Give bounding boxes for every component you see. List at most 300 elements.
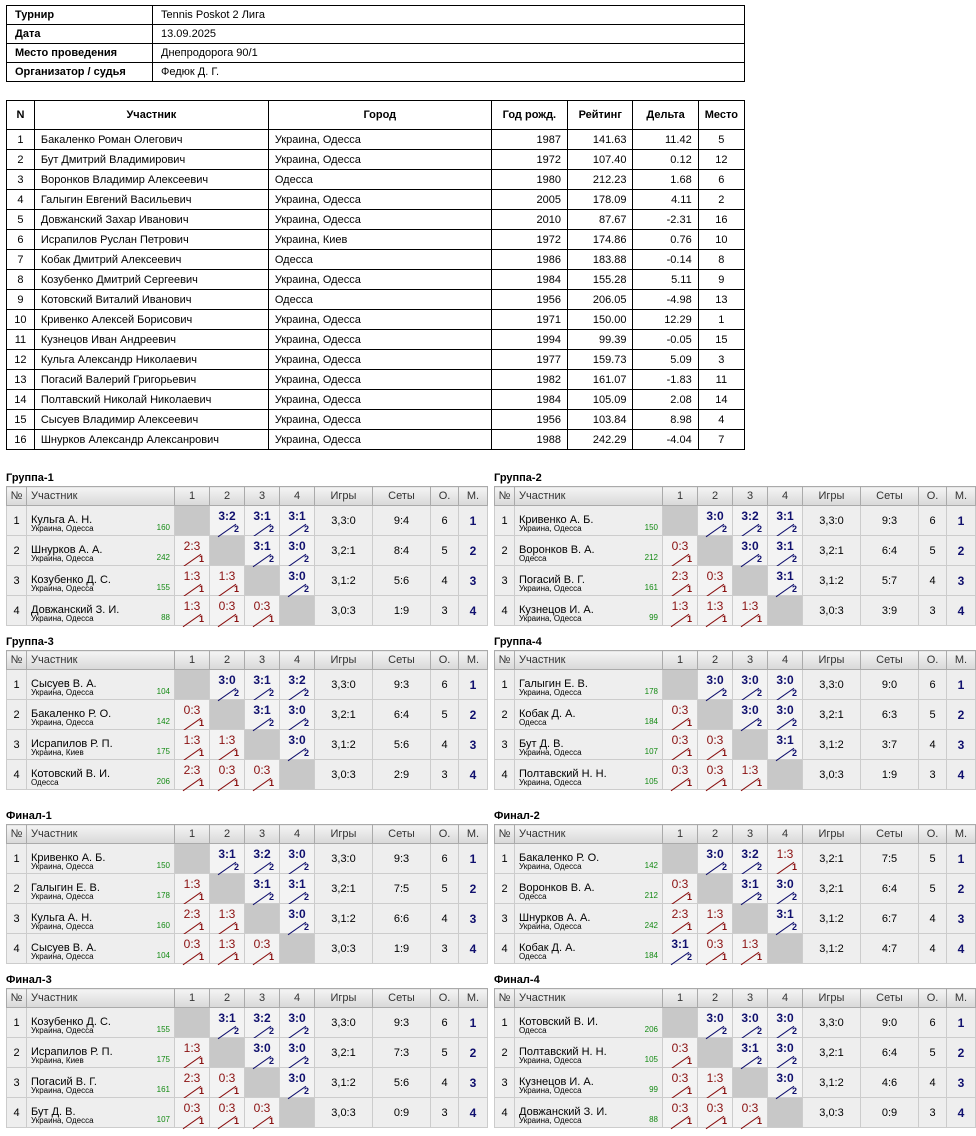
participant-cell: 0.76 [633,230,698,250]
match-result-cell [733,760,768,790]
group-points: 5 [919,700,947,730]
group-col-header: Сеты [373,989,431,1008]
group-player-cell [515,730,663,760]
player-name: Сысуев В. А. [31,941,97,954]
group-points: 5 [919,1038,947,1068]
participant-cell: Полтавский Николай Николаевич [34,390,268,410]
group-points: 6 [431,844,459,874]
group-points: 5 [919,536,947,566]
group-row-number: 2 [495,874,515,904]
match-points: 2 [303,524,309,534]
group-col-header: Участник [27,487,175,506]
match-score: 1:3 [741,937,759,951]
match-score: 1:3 [741,763,759,777]
match-result-cell [175,1038,210,1068]
participant-cell: 2005 [491,190,567,210]
group-place: 1 [947,506,976,536]
match-points: 2 [233,688,239,698]
match-result-cell [663,700,698,730]
match-score: 1:3 [183,877,201,891]
match-points: 1 [198,718,204,728]
info-value: 13.09.2025 [153,25,745,44]
match-result-cell [210,566,245,596]
match-result-cell [280,730,315,760]
match-score: 3:1 [253,703,271,717]
group-row [495,596,976,626]
group-player-cell [27,536,175,566]
match-score: 2:3 [183,539,201,553]
participant-cell: Кривенко Алексей Борисович [34,310,268,330]
group-place: 2 [459,874,488,904]
diagonal-cell [698,700,733,730]
match-points: 1 [721,1086,727,1096]
info-value: Федюк Д. Г. [153,63,745,82]
participant-cell: 10 [7,310,35,330]
group-row [7,844,488,874]
group-row [7,760,488,790]
match-result-cell [280,844,315,874]
group-row-number: 3 [495,566,515,596]
group-col-header: № [7,989,27,1008]
match-points: 2 [756,1056,762,1066]
match-result-cell [210,670,245,700]
participant-cell: -0.05 [633,330,698,350]
match-result-cell [698,934,733,964]
player-name: Кобак Д. А. [519,941,576,954]
group-place: 1 [947,1008,976,1038]
match-result-cell [698,1068,733,1098]
player-city: Украина, Одесса [519,922,582,931]
match-result-cell [768,566,803,596]
diagonal-cell [768,596,803,626]
group-place: 3 [947,730,976,760]
match-result-cell [663,1038,698,1068]
group-row-number: 1 [7,1008,27,1038]
player-rating: 107 [156,1115,170,1124]
group-player-cell [515,1038,663,1068]
match-result-cell [210,596,245,626]
participant-cell: Котовский Виталий Иванович [34,290,268,310]
participant-cell: Воронков Владимир Алексеевич [34,170,268,190]
group-row [7,670,488,700]
group-row [495,760,976,790]
diagonal-cell [175,844,210,874]
match-result-cell [768,670,803,700]
group-row-number: 4 [7,934,27,964]
group-header-row [7,487,488,506]
match-points: 2 [791,584,797,594]
group-player-cell [27,596,175,626]
match-score: 0:3 [671,733,689,747]
group-table [494,988,976,1128]
group-col-header: 4 [280,825,315,844]
participant-cell: Сысуев Владимир Алексеевич [34,410,268,430]
group-col-header: 1 [175,651,210,670]
group-header-row [7,989,488,1008]
participant-row [7,250,745,270]
group-col-header: Сеты [861,651,919,670]
match-points: 2 [268,1056,274,1066]
group-col-header: № [495,989,515,1008]
match-points: 1 [268,778,274,788]
participant-cell: 206.05 [568,290,633,310]
group-col-header: Сеты [373,651,431,670]
match-points: 2 [303,688,309,698]
group-col-header: 2 [210,651,245,670]
group-row [495,874,976,904]
group-sets: 9:0 [861,670,919,700]
player-rating: 105 [644,1055,658,1064]
match-result-cell [175,904,210,934]
match-points: 1 [198,1086,204,1096]
group-col-header: 2 [210,825,245,844]
match-points: 2 [791,922,797,932]
participant-cell: 1972 [491,230,567,250]
match-points: 1 [686,892,692,902]
group-col-header: № [495,825,515,844]
match-points: 1 [233,584,239,594]
player-city: Украина, Одесса [31,1086,94,1095]
group-games: 3,2:1 [803,700,861,730]
group-games: 3,1:2 [803,1068,861,1098]
group-place: 3 [459,566,488,596]
match-points: 2 [303,922,309,932]
participants-col-header: Место [698,101,744,130]
participant-cell: Погасий Валерий Григорьевич [34,370,268,390]
match-score: 1:3 [218,733,236,747]
diagonal-cell [698,874,733,904]
group-sets: 4:7 [861,934,919,964]
group-row [7,536,488,566]
match-points: 2 [303,892,309,902]
player-city: Украина, Одесса [31,952,94,961]
group-place: 4 [947,1098,976,1128]
group-col-header: Игры [803,487,861,506]
group-col-header: Игры [315,651,373,670]
player-rating: 178 [156,891,170,900]
group-row-number: 3 [495,1068,515,1098]
participant-cell: Галыгин Евгений Васильевич [34,190,268,210]
group-row-number: 2 [495,700,515,730]
group-row-number: 1 [495,844,515,874]
participant-cell: 2010 [491,210,567,230]
participants-header [7,101,745,130]
match-score: 0:3 [253,763,271,777]
participant-cell: Кобак Дмитрий Алексеевич [34,250,268,270]
participant-cell: Довжанский Захар Иванович [34,210,268,230]
group-points: 6 [919,1008,947,1038]
info-key: Дата [7,25,153,44]
player-name: Воронков В. А. [519,881,595,894]
match-result-cell [733,1008,768,1038]
match-points: 1 [686,922,692,932]
group-games: 3,0:3 [803,760,861,790]
match-score: 3:2 [741,509,759,523]
match-result-cell [698,506,733,536]
match-score: 3:0 [741,1011,759,1025]
match-points: 1 [686,584,692,594]
match-result-cell [733,700,768,730]
participant-cell: Украина, Одесса [268,190,491,210]
participant-cell: 4 [698,410,744,430]
group-col-header: Сеты [861,989,919,1008]
match-result-cell [663,874,698,904]
participant-row [7,170,745,190]
group-col-header: Участник [515,989,663,1008]
match-points: 1 [198,892,204,902]
group-points: 5 [431,700,459,730]
group-player-cell [515,670,663,700]
group-col-header: 3 [733,825,768,844]
group-table [494,650,976,790]
match-score: 3:0 [288,1071,306,1085]
info-row [7,63,745,82]
group-sets: 2:9 [373,760,431,790]
match-points: 1 [721,922,727,932]
diagonal-cell [210,874,245,904]
match-score: 1:3 [218,907,236,921]
participants-col-header: Город [268,101,491,130]
group-points: 3 [919,596,947,626]
group-games: 3,2:1 [803,874,861,904]
match-score: 0:3 [218,599,236,613]
match-points: 2 [686,952,692,962]
match-score: 1:3 [741,599,759,613]
group-sets: 9:3 [373,670,431,700]
group-table [494,486,976,626]
match-score: 1:3 [706,599,724,613]
player-rating: 160 [156,523,170,532]
player-name: Погасий В. Г. [519,573,585,586]
match-points: 2 [791,718,797,728]
group-col-header: Сеты [861,487,919,506]
match-points: 1 [686,718,692,728]
group-row-number: 1 [495,670,515,700]
match-result-cell [245,874,280,904]
group-sets: 9:3 [861,506,919,536]
group-title: Финал-1 [6,810,52,822]
participant-cell: 4 [7,190,35,210]
match-result-cell [210,1068,245,1098]
match-points: 1 [686,614,692,624]
group-place: 2 [459,1038,488,1068]
participant-cell: 107.40 [568,150,633,170]
participant-cell: 1986 [491,250,567,270]
match-points: 1 [233,614,239,624]
player-city: Украина, Одесса [31,718,94,727]
match-result-cell [175,760,210,790]
group-row-number: 2 [7,1038,27,1068]
group-games: 3,2:1 [315,1038,373,1068]
match-result-cell [768,844,803,874]
group-games: 3,2:1 [315,700,373,730]
participant-cell: 5 [7,210,35,230]
match-score: 0:3 [706,569,724,583]
diagonal-cell [175,1008,210,1038]
player-rating: 184 [644,951,658,960]
participant-cell: 11 [698,370,744,390]
group-games: 3,3:0 [315,506,373,536]
participant-cell: 103.84 [568,410,633,430]
match-result-cell [210,760,245,790]
participant-cell: 2 [7,150,35,170]
diagonal-cell [733,904,768,934]
player-city: Украина, Одесса [519,688,582,697]
info-key: Место проведения [7,44,153,63]
player-rating: 206 [644,1025,658,1034]
player-rating: 206 [156,777,170,786]
match-points: 2 [268,892,274,902]
participant-cell: Украина, Одесса [268,330,491,350]
group-games: 3,3:0 [315,670,373,700]
match-score: 3:2 [253,1011,271,1025]
group-place: 2 [947,1038,976,1068]
group-row [7,1008,488,1038]
participant-cell: 183.88 [568,250,633,270]
group-row [495,730,976,760]
player-city: Украина, Одесса [519,584,582,593]
participant-cell: 14 [7,390,35,410]
match-result-cell [768,1068,803,1098]
group-row-number: 2 [7,536,27,566]
group-sets: 8:4 [373,536,431,566]
group-col-header: О. [919,989,947,1008]
group-block [494,808,967,964]
group-sets: 9:3 [373,844,431,874]
participant-row [7,230,745,250]
match-result-cell [280,506,315,536]
info-row [7,6,745,25]
match-points: 2 [233,862,239,872]
player-rating: 142 [644,861,658,870]
group-points: 3 [919,760,947,790]
player-rating: 212 [644,891,658,900]
match-result-cell [663,536,698,566]
group-row-number: 4 [495,1098,515,1128]
player-name: Довжанский З. И. [31,603,120,616]
match-points: 1 [233,922,239,932]
group-points: 4 [431,730,459,760]
participant-cell: 1987 [491,130,567,150]
participant-cell: -0.14 [633,250,698,270]
group-sets: 7:3 [373,1038,431,1068]
match-score: 0:3 [706,1101,724,1115]
match-result-cell [280,1008,315,1038]
match-score: 3:1 [253,539,271,553]
player-rating: 105 [644,777,658,786]
participant-cell: -4.04 [633,430,698,450]
group-row [7,566,488,596]
match-result-cell [245,1038,280,1068]
player-name: Кривенко А. Б. [31,851,106,864]
diagonal-cell [663,670,698,700]
group-points: 6 [431,670,459,700]
group-points: 3 [431,760,459,790]
group-block [494,634,967,790]
player-rating: 175 [156,1055,170,1064]
match-result-cell [210,934,245,964]
group-row [7,1068,488,1098]
group-title: Группа-2 [494,472,542,484]
participant-cell: 1977 [491,350,567,370]
group-table [6,486,488,626]
group-row [495,700,976,730]
match-result-cell [733,1098,768,1128]
group-col-header: Участник [515,487,663,506]
match-result-cell [663,904,698,934]
match-score: 3:2 [288,673,306,687]
group-block [6,470,479,626]
diagonal-cell [280,760,315,790]
group-player-cell [27,1098,175,1128]
player-rating: 107 [644,747,658,756]
match-points: 2 [268,554,274,564]
group-player-cell [27,760,175,790]
group-col-header: 4 [280,651,315,670]
match-result-cell [768,506,803,536]
group-points: 3 [919,1098,947,1128]
match-points: 2 [791,1056,797,1066]
participant-cell: 141.63 [568,130,633,150]
match-result-cell [698,670,733,700]
group-player-cell [27,874,175,904]
match-score: 0:3 [253,1101,271,1115]
group-points: 4 [431,566,459,596]
player-rating: 242 [156,553,170,562]
match-score: 0:3 [183,1101,201,1115]
match-points: 1 [198,614,204,624]
player-name: Бут Д. В. [519,737,564,750]
player-rating: 104 [156,951,170,960]
group-place: 1 [459,844,488,874]
group-row-number: 4 [7,596,27,626]
group-row-number: 3 [7,730,27,760]
player-rating: 212 [644,553,658,562]
match-score: 3:1 [741,877,759,891]
diagonal-cell [663,844,698,874]
match-result-cell [280,1068,315,1098]
player-city: Украина, Киев [31,748,84,757]
match-points: 2 [756,862,762,872]
match-result-cell [698,566,733,596]
match-result-cell [698,1098,733,1128]
participants-table [6,100,745,450]
participant-cell: 8.98 [633,410,698,430]
group-col-header: 3 [733,487,768,506]
group-sets: 4:6 [861,1068,919,1098]
group-games: 3,1:2 [315,1068,373,1098]
match-score: 0:3 [671,539,689,553]
participant-cell: Украина, Одесса [268,390,491,410]
participant-cell: 7 [698,430,744,450]
group-player-cell [515,874,663,904]
group-sets: 7:5 [373,874,431,904]
group-row [7,1098,488,1128]
group-points: 3 [431,1098,459,1128]
player-city: Украина, Одесса [519,1116,582,1125]
group-col-header: 1 [663,651,698,670]
match-points: 1 [233,1086,239,1096]
match-score: 1:3 [671,599,689,613]
group-player-cell [27,934,175,964]
group-row [495,1038,976,1068]
match-score: 0:3 [671,1071,689,1085]
participant-cell: 11 [7,330,35,350]
participant-cell: Бут Дмитрий Владимирович [34,150,268,170]
group-place: 2 [459,536,488,566]
group-row-number: 4 [7,760,27,790]
match-points: 2 [721,524,727,534]
